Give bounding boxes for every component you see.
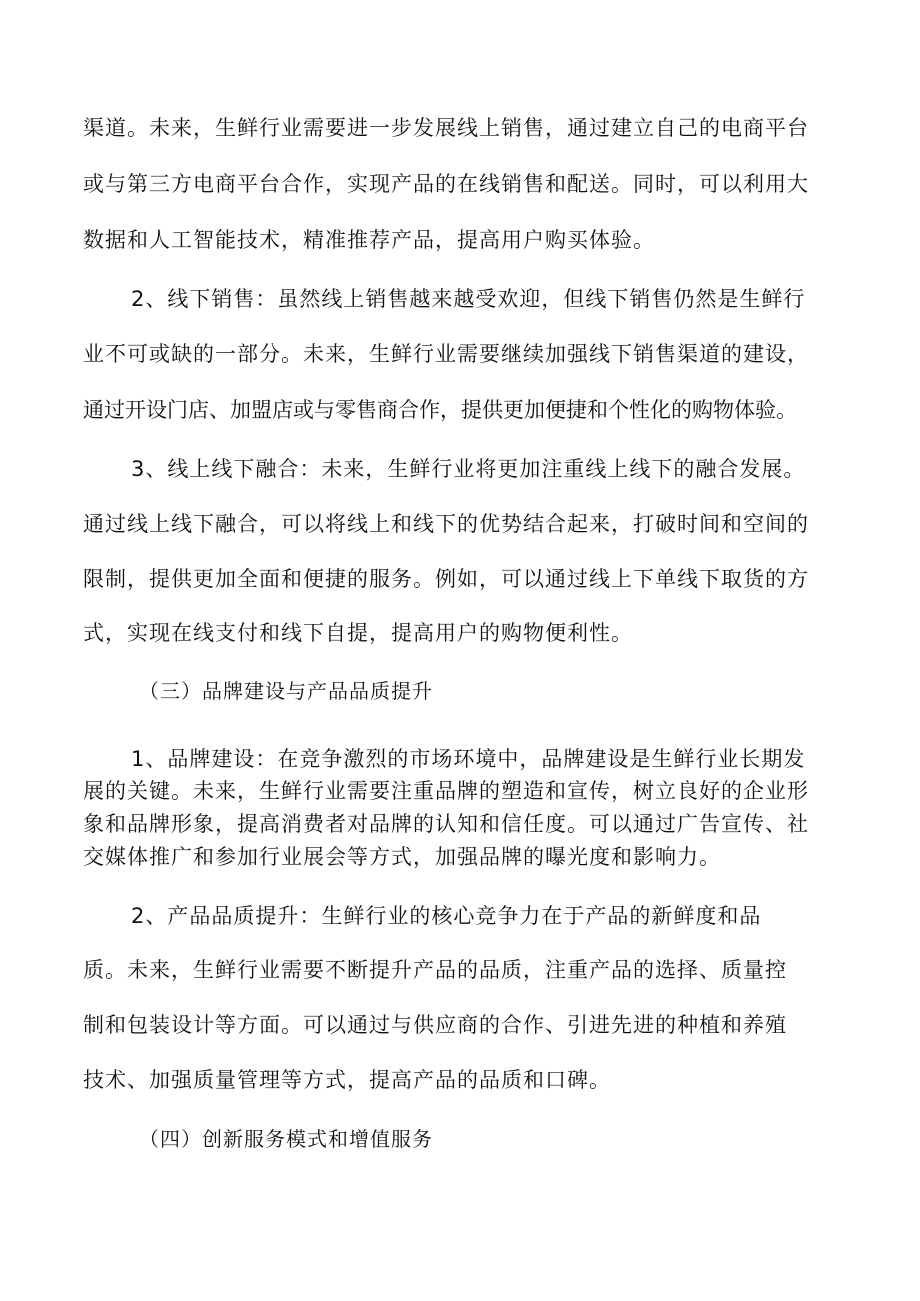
paragraph-3-line-1: 3、线上线下融合：未来，生鲜行业将更加注重线上线下的融合发展。 bbox=[131, 457, 806, 481]
paragraph-4-line-3: 象和品牌形象，提高消费者对品牌的认知和信任度。可以通过广告宣传、社 bbox=[83, 812, 809, 836]
paragraph-5-line-4: 技术、加强质量管理等方式，提高产品的品质和口碑。 bbox=[83, 1068, 611, 1092]
paragraph-5-line-3: 制和包装设计等方面。可以通过与供应商的合作、引进先进的种植和养殖 bbox=[83, 1013, 787, 1037]
paragraph-1-line-2: 或与第三方电商平台合作，实现产品的在线销售和配送。同时，可以利用大 bbox=[83, 172, 809, 196]
paragraph-2-line-1: 2、线下销售：虽然线上销售越来越受欢迎，但线下销售仍然是生鲜行 bbox=[131, 287, 806, 311]
paragraph-4-line-2: 展的关键。未来，生鲜行业需要注重品牌的塑造和宣传，树立良好的企业形 bbox=[83, 779, 809, 803]
paragraph-3-line-4: 式，实现在线支付和线下自提，提高用户的购物便利性。 bbox=[83, 621, 633, 645]
paragraph-3-line-3: 限制，提供更加全面和便捷的服务。例如，可以通过线上下单线下取货的方 bbox=[83, 567, 809, 591]
paragraph-4-line-4: 交媒体推广和参加行业展会等方式，加强品牌的曝光度和影响力。 bbox=[83, 845, 721, 869]
paragraph-2-line-3: 通过开设门店、加盟店或与零售商合作，提供更加便捷和个性化的购物体验。 bbox=[83, 398, 797, 422]
paragraph-5-line-1: 2、产品品质提升：生鲜行业的核心竞争力在于产品的新鲜度和品 bbox=[131, 904, 762, 928]
paragraph-2-line-2: 业不可或缺的一部分。未来，生鲜行业需要继续加强线下销售渠道的建设， bbox=[83, 342, 809, 366]
paragraph-1-line-3: 数据和人工智能技术，精准推荐产品，提高用户购买体验。 bbox=[83, 228, 655, 252]
section-heading-4: （四）创新服务模式和增值服务 bbox=[139, 1127, 433, 1151]
section-heading-3: （三）品牌建设与产品品质提升 bbox=[139, 679, 433, 703]
paragraph-4-line-1: 1、品牌建设：在竞争激烈的市场环境中，品牌建设是生鲜行业长期发 bbox=[131, 747, 806, 771]
paragraph-5-line-2: 质。未来，生鲜行业需要不断提升产品的品质，注重产品的选择、质量控 bbox=[83, 958, 787, 982]
paragraph-3-line-2: 通过线上线下融合，可以将线上和线下的优势结合起来，打破时间和空间的 bbox=[83, 512, 809, 536]
paragraph-1-line-1: 渠道。未来，生鲜行业需要进一步发展线上销售，通过建立自己的电商平台 bbox=[83, 116, 809, 140]
